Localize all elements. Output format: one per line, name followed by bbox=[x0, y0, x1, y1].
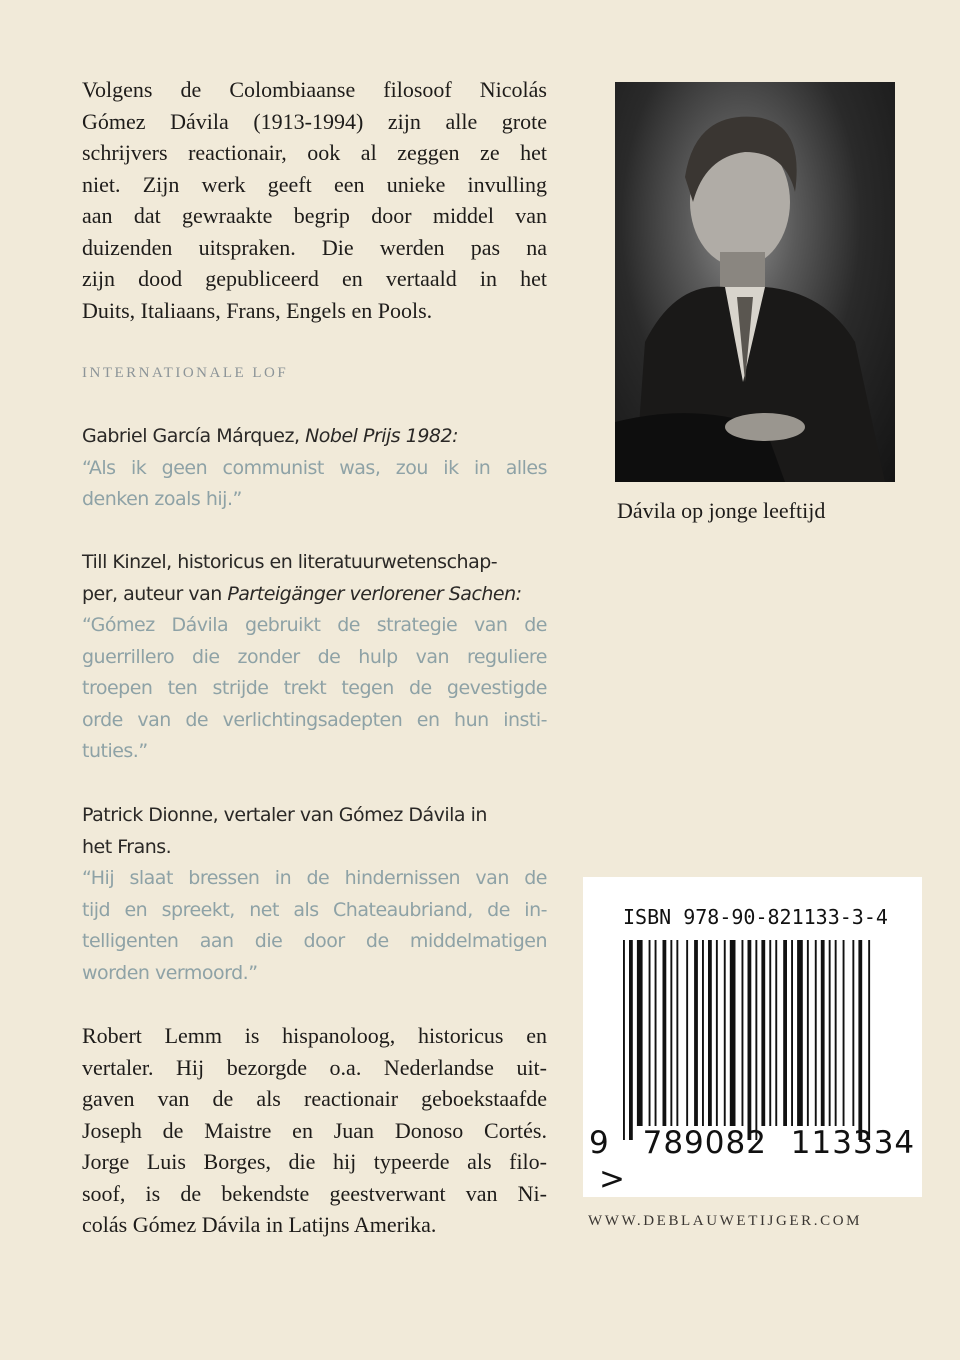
text-line: Duits, Italiaans, Frans, Engels en Pools. bbox=[82, 297, 433, 323]
text-line: colás Gómez Dávila in Latijns Amerika. bbox=[82, 1212, 437, 1237]
barcode-bar bbox=[649, 940, 651, 1126]
text-line: niet. Zijn werk geeft een unieke invulling bbox=[82, 171, 547, 197]
barcode-bar bbox=[708, 940, 712, 1126]
isbn-barcode bbox=[583, 877, 922, 1197]
barcode-arrow: > bbox=[599, 1161, 625, 1197]
text-line: “Gómez Dávila gebruikt de strategie van de bbox=[82, 614, 547, 636]
text-line: “Hij slaat bressen in de hindernissen van de bbox=[82, 867, 547, 889]
text-line: aan dat gewraakte begrip door middel van bbox=[82, 203, 547, 228]
barcode-digits-right: 113334 bbox=[790, 1125, 916, 1161]
author-text: het Frans. bbox=[82, 835, 172, 858]
barcode-bar bbox=[858, 940, 862, 1140]
text-line: worden vermoord.” bbox=[82, 961, 258, 984]
barcode-bar bbox=[686, 940, 688, 1126]
barcode-bar bbox=[702, 940, 704, 1126]
barcode-bar bbox=[852, 940, 854, 1126]
text-line: Volgens de Colombiaanse filosoof Nicolás bbox=[82, 77, 547, 102]
text-line: guerrillero die zonder de hulp van reguliere bbox=[82, 645, 547, 668]
praise-kinzel bbox=[82, 547, 547, 768]
barcode-bar bbox=[835, 940, 837, 1126]
barcode-bar bbox=[742, 940, 744, 1126]
barcode-bar bbox=[807, 940, 809, 1126]
text-line: telligenten aan die door de middelmatigen bbox=[82, 930, 547, 952]
photo-caption: Dávila op jonge leeftijd bbox=[617, 498, 826, 523]
intro-paragraph bbox=[82, 74, 547, 326]
text-line: duizenden uitspraken. Die werden pas na bbox=[82, 234, 547, 260]
barcode-bar bbox=[755, 940, 757, 1140]
author-text: Till Kinzel, historicus en literatuurwetenschap- bbox=[82, 551, 498, 573]
text-line: denken zoals hij.” bbox=[82, 488, 242, 510]
barcode-bars bbox=[623, 940, 895, 1140]
section-heading: INTERNATIONALE LOF bbox=[82, 365, 289, 381]
author-photo bbox=[615, 82, 895, 482]
text-line: Joseph de Maistre en Juan Donoso Cortés. bbox=[82, 1117, 547, 1143]
barcode-digits bbox=[589, 1125, 919, 1197]
barcode-bar bbox=[694, 940, 698, 1126]
translator-bio bbox=[82, 1020, 547, 1241]
author-line bbox=[82, 421, 547, 453]
barcode-bar bbox=[775, 940, 777, 1126]
barcode-bar bbox=[676, 940, 678, 1126]
barcode-bar bbox=[637, 940, 643, 1126]
work-title: Nobel Prijs 1982: bbox=[305, 425, 458, 447]
isbn-text: ISBN 978-90-821133-3-4 bbox=[623, 905, 888, 929]
barcode-bar bbox=[670, 940, 672, 1126]
barcode-bar bbox=[783, 940, 787, 1126]
author-text: per, auteur van bbox=[82, 582, 228, 605]
text-line: soof, is de bekendste geestverwant van Ni- bbox=[82, 1180, 547, 1206]
author-line bbox=[82, 800, 547, 832]
barcode-bar bbox=[724, 940, 726, 1126]
barcode-bar bbox=[791, 940, 793, 1126]
author-line bbox=[82, 547, 547, 579]
text-line: gaven van de als reactionair geboekstaafde bbox=[82, 1086, 547, 1111]
author-text: Gabriel García Márquez, bbox=[82, 425, 306, 447]
text-line: Robert Lemm is hispanoloog, historicus en bbox=[82, 1023, 547, 1048]
barcode-bar bbox=[761, 940, 765, 1126]
barcode-bar bbox=[769, 940, 771, 1126]
text-line: “Als ik geen communist was, zou ik in alles bbox=[82, 456, 547, 479]
author-line bbox=[82, 579, 547, 611]
text-line: orde van de verlichtingsadepten en hun insti- bbox=[82, 708, 547, 731]
text-line: troepen ten strijde trekt tegen de gevestigde bbox=[82, 677, 547, 699]
text-line: zijn dood gepubliceerd en vertaald in het bbox=[82, 266, 547, 291]
barcode-bar bbox=[829, 940, 831, 1126]
barcode-digits-left: 789082 bbox=[642, 1125, 767, 1161]
barcode-digit-first: 9 bbox=[589, 1125, 609, 1161]
author-text: Patrick Dionne, vertaler van Gómez Dávila in bbox=[82, 804, 487, 826]
barcode-bar bbox=[629, 940, 633, 1140]
publisher-website: WWW.DEBLAUWETIJGER.COM bbox=[588, 1213, 863, 1229]
praise-dionne bbox=[82, 800, 547, 989]
barcode-bar bbox=[623, 940, 625, 1140]
barcode-bar bbox=[843, 940, 845, 1126]
barcode-bar bbox=[663, 940, 667, 1126]
praise-garcia-marquez bbox=[82, 421, 547, 516]
work-title: Parteigänger verlorener Sachen: bbox=[227, 582, 522, 605]
text-line: vertaler. Hij bezorgde o.a. Nederlandse uit- bbox=[82, 1054, 547, 1080]
barcode-bar bbox=[868, 940, 870, 1140]
text-line: schrijvers reactionair, ook al zeggen ze het bbox=[82, 140, 547, 165]
barcode-bar bbox=[730, 940, 736, 1126]
barcode-bar bbox=[815, 940, 817, 1126]
barcode-bar bbox=[716, 940, 718, 1126]
text-line: tuties.” bbox=[82, 740, 148, 762]
author-line bbox=[82, 832, 547, 864]
barcode-bar bbox=[821, 940, 825, 1126]
text-line: tijd en spreekt, net als Chateaubriand, de in- bbox=[82, 898, 547, 921]
barcode-bar bbox=[797, 940, 803, 1126]
barcode-bar bbox=[655, 940, 657, 1126]
barcode-bar bbox=[748, 940, 752, 1140]
text-line: Gómez Dávila (1913-1994) zijn alle grote bbox=[82, 108, 547, 134]
text-line: Jorge Luis Borges, die hij typeerde als filo- bbox=[82, 1149, 547, 1174]
